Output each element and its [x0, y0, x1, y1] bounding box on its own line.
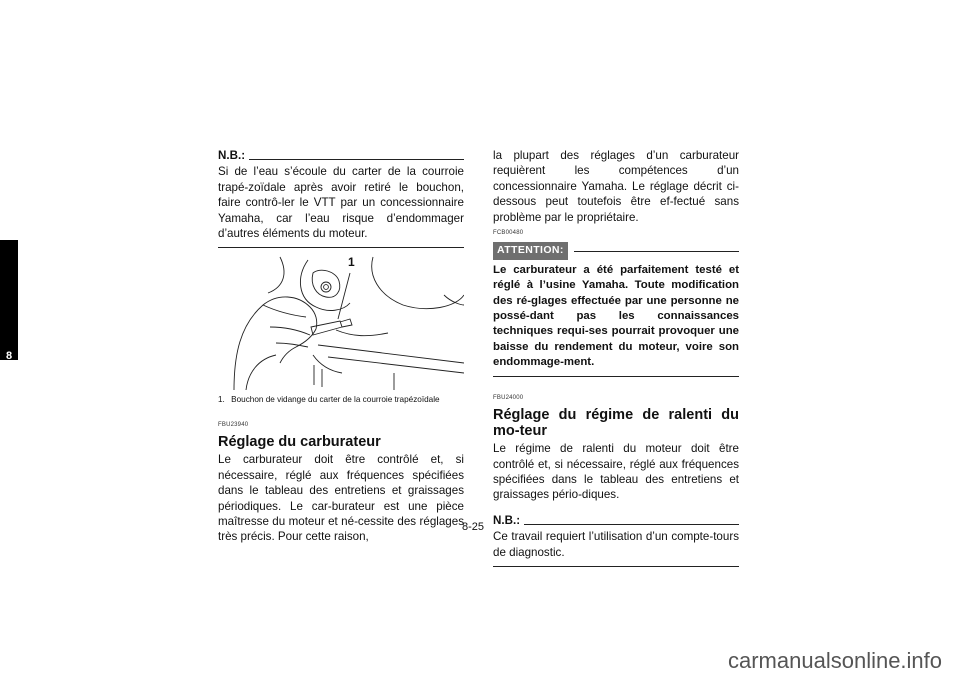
attention-text: Le carburateur a été parfaitement testé et réglé à l’usine Yamaha. Toute modification des ré-glages effectuée par une personne ne possé-dant pas les connaissances techniques requi-ses pourrait provoquer une baisse du rendement du moteur, voire son endommage-ment.: [493, 263, 739, 369]
caption-number: 1.: [218, 395, 225, 404]
section-carburetor: [218, 418, 464, 545]
caption-text: Bouchon de vidange du carter de la courroie trapézoïdale: [231, 395, 440, 404]
section-code: FBU23940: [218, 422, 249, 428]
section-text: Le régime de ralenti du moteur doit être contrôlé et, si nécessaire, réglé aux fréquences spécifiées dans le tableau des entretiens et graissages pério-diques.: [493, 442, 739, 502]
attention-badge: ATTENTION:: [493, 242, 568, 259]
attention-rule: [574, 251, 739, 252]
section-text: Le carburateur doit être contrôlé et, si nécessaire, réglé aux fréquences spécifiées dans le tableau des entretiens et graissages périodiques. Le car-burateur est une pièce maîtresse du moteur et né-cessite des réglages très précis. Pour cette raison,: [218, 453, 464, 544]
note-end-rule: [218, 247, 464, 248]
note-text: Si de l’eau s’écoule du carter de la courroie trapé-zoïdale après avoir retiré le bouchon, faire contrô-ler le VTT par un concessionnaire Yamaha, car l’eau risque d’endommager d’autres éléments du moteur.: [218, 165, 464, 241]
page-number: 8-25: [462, 521, 485, 533]
note-rule: [249, 159, 464, 160]
figure: [218, 255, 464, 390]
section-title: Réglage du régime de ralenti du mo-teur: [493, 407, 739, 440]
attention-code: FCB00480: [493, 230, 524, 237]
note-rule: [524, 524, 739, 525]
chapter-tab: [0, 240, 18, 360]
figure-callout: 1: [348, 255, 355, 269]
figure-caption: [218, 395, 464, 404]
left-column: [218, 148, 464, 248]
note-label: N.B.:: [218, 149, 246, 162]
chapter-number: 8: [5, 350, 13, 362]
watermark: carmanualsonline.info: [728, 648, 943, 673]
note-header: [493, 513, 739, 528]
note-header: [218, 148, 464, 163]
attention-end-rule: [493, 376, 739, 377]
continued-text: la plupart des réglages d’un carburateur requièrent les compétences d’un concessionnaire Yamaha. Le réglage décrit ci-dessous peut toutefois être ef-fectué sans problème par le propriétaire.: [493, 149, 739, 224]
note-text: Ce travail requiert l’utilisation d’un compte-tours de diagnostic.: [493, 530, 739, 559]
figure-illustration: [218, 255, 464, 390]
section-code: FBU24000: [493, 394, 524, 401]
section-title: Réglage du carburateur: [218, 434, 381, 451]
note-label: N.B.:: [493, 513, 521, 527]
right-column: [493, 148, 739, 567]
note-end-rule: [493, 566, 739, 567]
attention-header: [493, 242, 739, 259]
